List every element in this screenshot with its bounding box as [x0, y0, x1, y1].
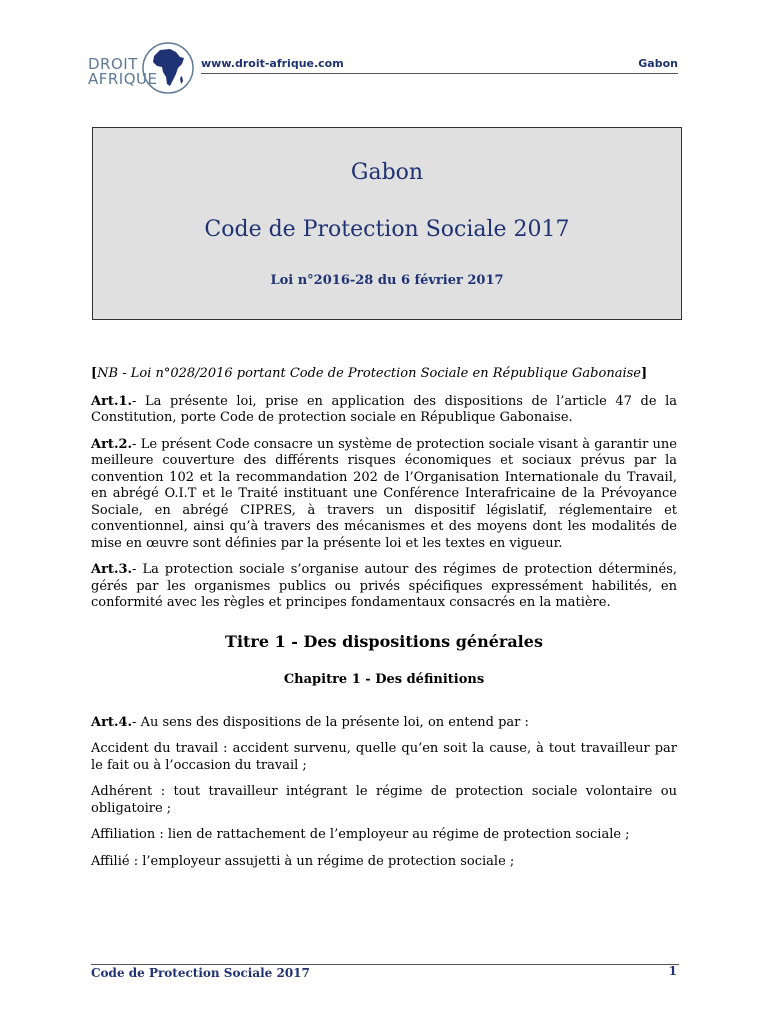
nb-text: NB - Loi n°028/2016 portant Code de Protection Sociale en République Gabonaise — [97, 366, 641, 381]
document-body — [91, 366, 677, 880]
header-divider — [201, 73, 678, 74]
article-2 — [91, 437, 677, 553]
article-number: Art.2. — [91, 436, 133, 452]
article-4 — [91, 715, 677, 732]
droit-afrique-logo — [88, 40, 188, 98]
article-number: Art.1. — [91, 393, 133, 409]
page-header — [88, 38, 678, 100]
definition-item: Adhérent : tout travailleur intégrant le régime de protection sociale volontaire ou obligatoire ; — [91, 784, 677, 816]
article-text: - La protection sociale s’organise autour des régimes de protection déterminés, gérés par les organismes publics ou privés spécifiques expressément habilités, en conformité avec les règles et principes fondamentaux consacrés en la matière. — [91, 562, 677, 610]
nb-close-bracket: ] — [640, 366, 648, 381]
article-3 — [91, 562, 677, 612]
definition-item: Accident du travail : accident survenu, quelle qu’en soit la cause, à tout travailleur par le fait ou à l’occasion du travail ; — [91, 741, 677, 773]
chapter-title: Chapitre 1 - Des définitions — [283, 672, 485, 687]
definition-item: Affilié : l’employeur assujetti à un régime de protection sociale ; — [91, 853, 515, 869]
title-box — [92, 127, 682, 320]
nb-open-bracket: [ — [91, 366, 98, 381]
title-country: Gabon — [350, 160, 424, 185]
law-reference: Loi n°2016-28 du 6 février 2017 — [270, 273, 504, 288]
document-title: Code de Protection Sociale 2017 — [204, 217, 570, 242]
footer-divider — [91, 964, 679, 965]
section-title: Titre 1 - Des dispositions générales — [225, 631, 543, 651]
definition-item: Affiliation : lien de rattachement de l’employeur au régime de protection sociale ; — [91, 827, 630, 842]
article-text: - Le présent Code consacre un système de protection sociale visant à garantir une meilleure couverture des différents risques économiques et sociaux prévus par la convention 102 et la recommandation 202 de l’Organisation Internationale du Travail, en abrégé O.I.T et le Traité instituant une Conférence Interafricaine de la Prévoyance Sociale, en abrégé CIPRES, à travers un dispositif législatif, réglementaire et conventionnel, ainsi qu’à travers des mécanismes et des moyens dont les modalités de mise en œuvre sont définies par la présente loi et les textes en vigueur. — [91, 436, 677, 551]
footer-title: Code de Protection Sociale 2017 — [91, 966, 310, 980]
article-number: Art.4. — [91, 714, 133, 730]
article-1 — [91, 394, 677, 427]
header-country: Gabon — [638, 57, 678, 70]
article-text: - Au sens des dispositions de la présente loi, on entend par : — [132, 714, 529, 730]
article-number: Art.3. — [91, 562, 133, 577]
logo-text-droit: DROIT — [88, 55, 138, 73]
header-website-link[interactable]: www.droit-afrique.com — [201, 57, 344, 70]
africa-globe-icon — [140, 40, 196, 96]
article-text: - La présente loi, prise en application des dispositions de l’article 47 de la Constitution, porte Code de protection sociale en République Gabonaise. — [91, 393, 677, 425]
logo-text-afrique: AFRIQUE — [88, 70, 158, 88]
page-number: 1 — [668, 964, 677, 978]
nb-note — [91, 366, 677, 383]
